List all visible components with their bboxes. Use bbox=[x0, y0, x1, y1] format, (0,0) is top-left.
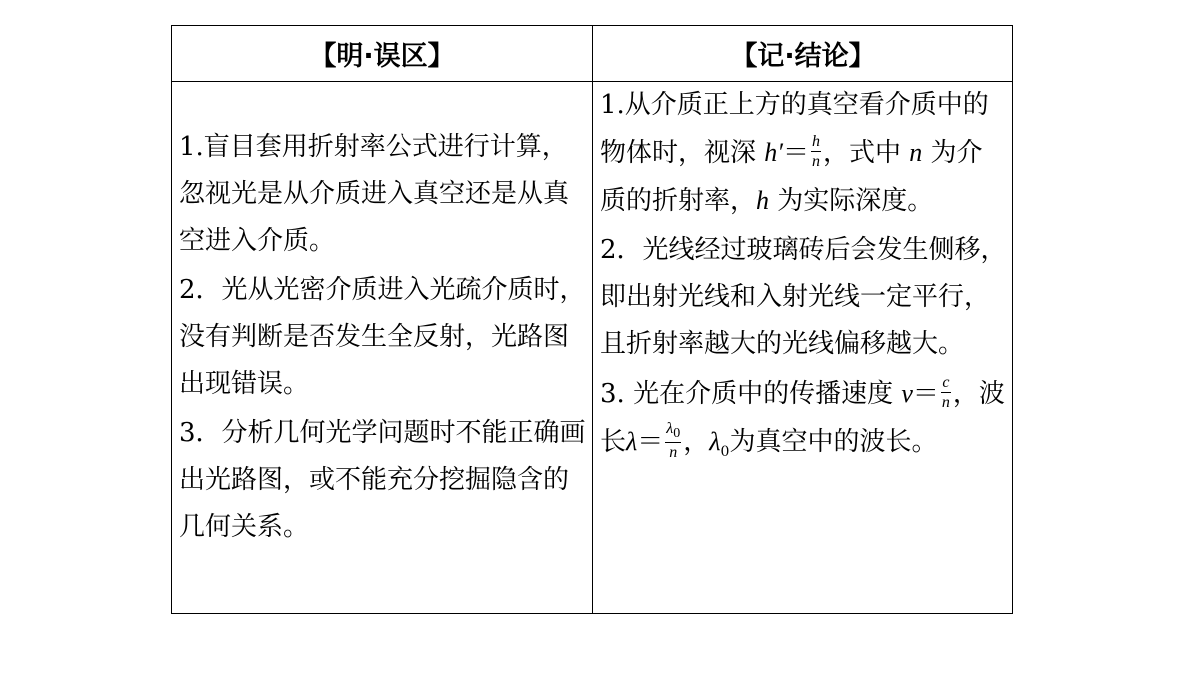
fraction-denominator: n bbox=[941, 394, 950, 411]
fraction-c-over-n bbox=[941, 375, 951, 411]
fraction-denominator: n bbox=[669, 444, 678, 462]
text: ，式中 bbox=[822, 138, 901, 168]
variable-h: h bbox=[756, 186, 770, 215]
text: 为实际深度。 bbox=[777, 186, 934, 216]
equals-sign: ＝ bbox=[637, 427, 664, 457]
variable-v: v bbox=[901, 379, 913, 408]
text: ， bbox=[683, 427, 710, 457]
fraction-h-over-n bbox=[811, 134, 821, 170]
conclusion-item-1 bbox=[600, 82, 1008, 225]
equals-sign: ＝ bbox=[782, 138, 809, 168]
variable-lambda0: λ bbox=[709, 427, 721, 456]
text: 3. 光在介质中的传播速度 bbox=[600, 379, 894, 409]
text: 1.从介质正上方的真空看介质中的物体时，视深 bbox=[600, 90, 989, 168]
subscript-zero: 0 bbox=[673, 426, 681, 442]
fraction-numerator bbox=[665, 421, 681, 443]
text: ，波长 bbox=[600, 379, 1005, 457]
fraction-lambda0-over-n bbox=[665, 421, 681, 461]
conclusions-column bbox=[600, 82, 1008, 476]
lambda-symbol: λ bbox=[666, 419, 674, 437]
header-conclusions: 【记·结论】 bbox=[730, 41, 876, 72]
mistakes-column bbox=[179, 124, 587, 551]
fraction-numerator: c bbox=[942, 374, 950, 391]
variable-lambda: λ bbox=[626, 427, 638, 456]
comparison-table bbox=[171, 25, 1013, 614]
conclusion-item-3 bbox=[600, 370, 1008, 476]
header-mistakes: 【明·误区】 bbox=[309, 41, 455, 72]
mistake-item-2: 2．光从光密介质进入光疏介质时，没有判断是否发生全反射，光路图出现错误。 bbox=[179, 275, 586, 399]
mistake-item-1: 1.盲目套用折射率公式进行计算，忽视光是从介质进入真空还是从真空进入介质。 bbox=[179, 132, 570, 256]
text: 为介质的折射率， bbox=[600, 138, 983, 216]
subscript-zero: 0 bbox=[720, 444, 730, 461]
variable-n: n bbox=[909, 138, 923, 167]
conclusion-item-2: 2．光线经过玻璃砖后会发生侧移，即出射光线和入射光线一定平行，且折射率越大的光线偏移越大。 bbox=[600, 235, 1007, 359]
fraction-denominator: n bbox=[811, 153, 820, 170]
text: 为真空中的波长。 bbox=[729, 427, 938, 457]
column-divider bbox=[592, 26, 593, 613]
variable-h-prime: h′ bbox=[764, 138, 783, 167]
equals-sign: ＝ bbox=[912, 379, 939, 409]
fraction-numerator: h bbox=[811, 133, 820, 150]
mistake-item-3: 3．分析几何光学问题时不能正确画出光路图，或不能充分挖掘隐含的几何关系。 bbox=[179, 418, 586, 542]
